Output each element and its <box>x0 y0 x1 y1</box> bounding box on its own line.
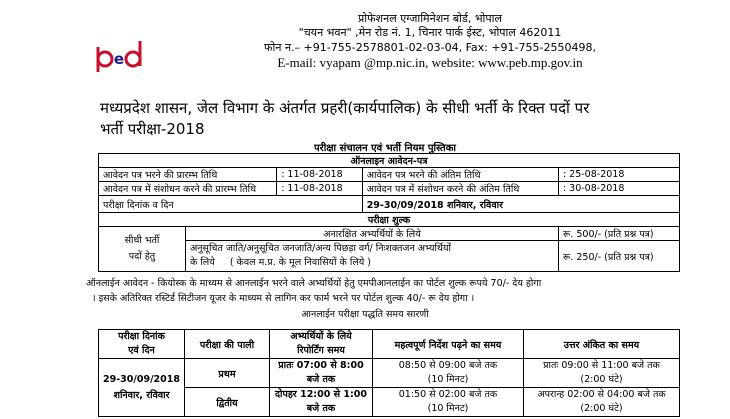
col-report-header-line1: अभ्यर्थियों के लिये <box>290 331 352 342</box>
header-address: "चयन भवन" ,मेन रोड नं. 1, चिनार पार्क ईस्ट, भोपाल 462011 <box>298 26 562 39</box>
exam-schedule-table <box>98 329 680 417</box>
application-fee-table <box>98 153 680 272</box>
col-report-header-line2: रिपोर्टिंग समय <box>297 345 345 356</box>
portal-fee-note-1: ऑनलाईन आवेदन - कियोस्क के माध्यम से आनलाईन भरने वाले अभ्यर्थियों हेतु एमपीआनलाईन का पोर्टल शुल्क रूपये 70/- देय होगा <box>86 278 542 289</box>
report-first-line2: बजे तक <box>306 374 336 385</box>
instructions-second <box>372 388 523 417</box>
header-phone-fax: फोन न.– +91-755-2578801-02-03-04, Fax: +91-755-2550498, <box>264 41 596 54</box>
exam-date-value: 29-30/09/2018 शनिवार, रविवार <box>362 196 679 213</box>
instructions-first-line1: 08:50 से 09:00 बजे तक <box>398 360 498 371</box>
table-row <box>99 388 680 417</box>
start-date-label: आवेदन पत्र भरने की प्रारम्भ तिथि <box>99 168 277 182</box>
schedule-header-row <box>99 330 680 359</box>
application-heading: ऑनलाइन आवेदन-पत्र <box>99 154 680 168</box>
report-first <box>269 359 372 388</box>
svg-text:e: e <box>113 50 125 68</box>
report-second-line1: दोपहर 12:00 से 1:00 <box>274 389 367 400</box>
portal-fee-note-2: । इसके अतिरिक्त रस्टिर्ड सिटीजन यूजर के माध्यम से लागिन कर फार्म भरने पर पोर्टल शुल्क 40/- रू देय होगा । <box>92 293 475 304</box>
answer-first-line2: (2:00 घंटे) <box>580 374 623 385</box>
report-second <box>269 388 372 417</box>
instructions-second-line1: 01:50 से 02:00 बजे तक <box>398 389 498 400</box>
report-second-line2: बजे तक <box>306 403 336 414</box>
instructions-first-line2: (10 मिनट) <box>427 374 469 385</box>
schedule-heading: आनलाईन परीक्षा पद्धति समय सारणी <box>301 309 429 320</box>
fee-unreserved-amount: रू. 500/- (प्रति प्रश्न पत्र) <box>558 227 679 241</box>
answer-first-line1: प्रातः 09:00 से 11:00 बजे तक <box>543 360 660 371</box>
page-title-line1: मध्यप्रदेश शासन, जेल विभाग के अंतर्गत प्रहरी(कार्यपालिक) के सीधी भर्ती के रिक्त पदों पर <box>100 99 590 117</box>
col-date-header <box>99 330 185 359</box>
schedule-date: 29-30/09/2018 <box>103 373 180 385</box>
header-org-name: प्रोफेशनल एग्जामिनेशन बोर्ड, भोपाल <box>358 12 502 25</box>
col-instructions-header: महत्वपूर्ण निर्देश पढ़ने का समय <box>372 330 523 359</box>
col-date-header-line2: एवं दिन <box>128 345 155 356</box>
edit-start-label: आवेदन पत्र में संशोधन करने की प्रारम्भ तिथि <box>99 182 277 196</box>
col-answer-header: उत्तर अंकित का समय <box>523 330 679 359</box>
schedule-date-cell <box>99 359 185 417</box>
fee-reserved-line1: अनुसूचित जाति/अनुसूचित जनजाति/अन्य पिछड़ा वर्ग/ निःशक्तजन अभ्यर्थियों <box>190 243 451 254</box>
shift-second: द्वितीय <box>184 388 269 417</box>
instructions-first <box>372 359 523 388</box>
table-row <box>99 182 680 196</box>
table-row <box>99 168 680 182</box>
answer-second <box>523 388 679 417</box>
col-shift-header: परीक्षा की पाली <box>184 330 269 359</box>
col-report-header <box>269 330 372 359</box>
answer-second-line1: अपरान्ह 02:00 से 04:00 बजे तक <box>537 389 666 400</box>
peb-logo <box>96 33 142 73</box>
fee-category-line1: सीधी भर्ती <box>124 235 160 246</box>
report-first-line1: प्रातः 07:00 से 8:00 <box>278 360 364 371</box>
start-date-value: : 11-08-2018 <box>277 168 363 182</box>
fee-category <box>99 227 186 272</box>
table-row <box>99 196 680 213</box>
last-date-label: आवेदन पत्र भरने की अंतिम तिथि <box>362 168 558 182</box>
edit-last-label: आवेदन पत्र में संशोधन करने की अंतिम तिथि <box>362 182 558 196</box>
exam-date-label: परीक्षा दिनांक व दिन <box>99 196 363 213</box>
answer-second-line2: (2:00 घंटे) <box>580 403 623 414</box>
schedule-day: शनिवार, रविवार <box>113 389 170 401</box>
last-date-value: : 25-08-2018 <box>558 168 679 182</box>
answer-first <box>523 359 679 388</box>
header-email-website: E-mail: vyapam @mp.nic.in, website: www.peb.mp.gov.in <box>277 55 583 70</box>
page-title-line2: भर्ती परीक्षा-2018 <box>100 120 205 138</box>
fee-heading: परीक्षा शुल्क <box>99 213 680 227</box>
fee-category-line2: पदों हेतु <box>128 251 156 262</box>
fee-reserved-label <box>186 241 559 272</box>
table-row <box>99 241 680 272</box>
table-row <box>99 359 680 388</box>
table-row <box>99 227 680 241</box>
shift-first: प्रथम <box>184 359 269 388</box>
fee-unreserved-label: अनारक्षित अभ्यर्थियों के लिये <box>186 227 559 241</box>
edit-last-value: : 30-08-2018 <box>558 182 679 196</box>
instructions-second-line2: (10 मिनट) <box>427 403 469 414</box>
col-date-header-line1: परीक्षा दिनांक <box>118 331 165 342</box>
fee-reserved-amount: रू. 250/- (प्रति प्रश्न पत्र) <box>558 241 679 272</box>
page-subtitle: परीक्षा संचालन एवं भर्ती नियम पुस्तिका <box>313 143 457 154</box>
edit-start-value: : 11-08-2018 <box>277 182 363 196</box>
fee-reserved-line2: के लिये ( केवल म.प्र. के मूल निवासियों के लिये ) <box>190 257 371 268</box>
